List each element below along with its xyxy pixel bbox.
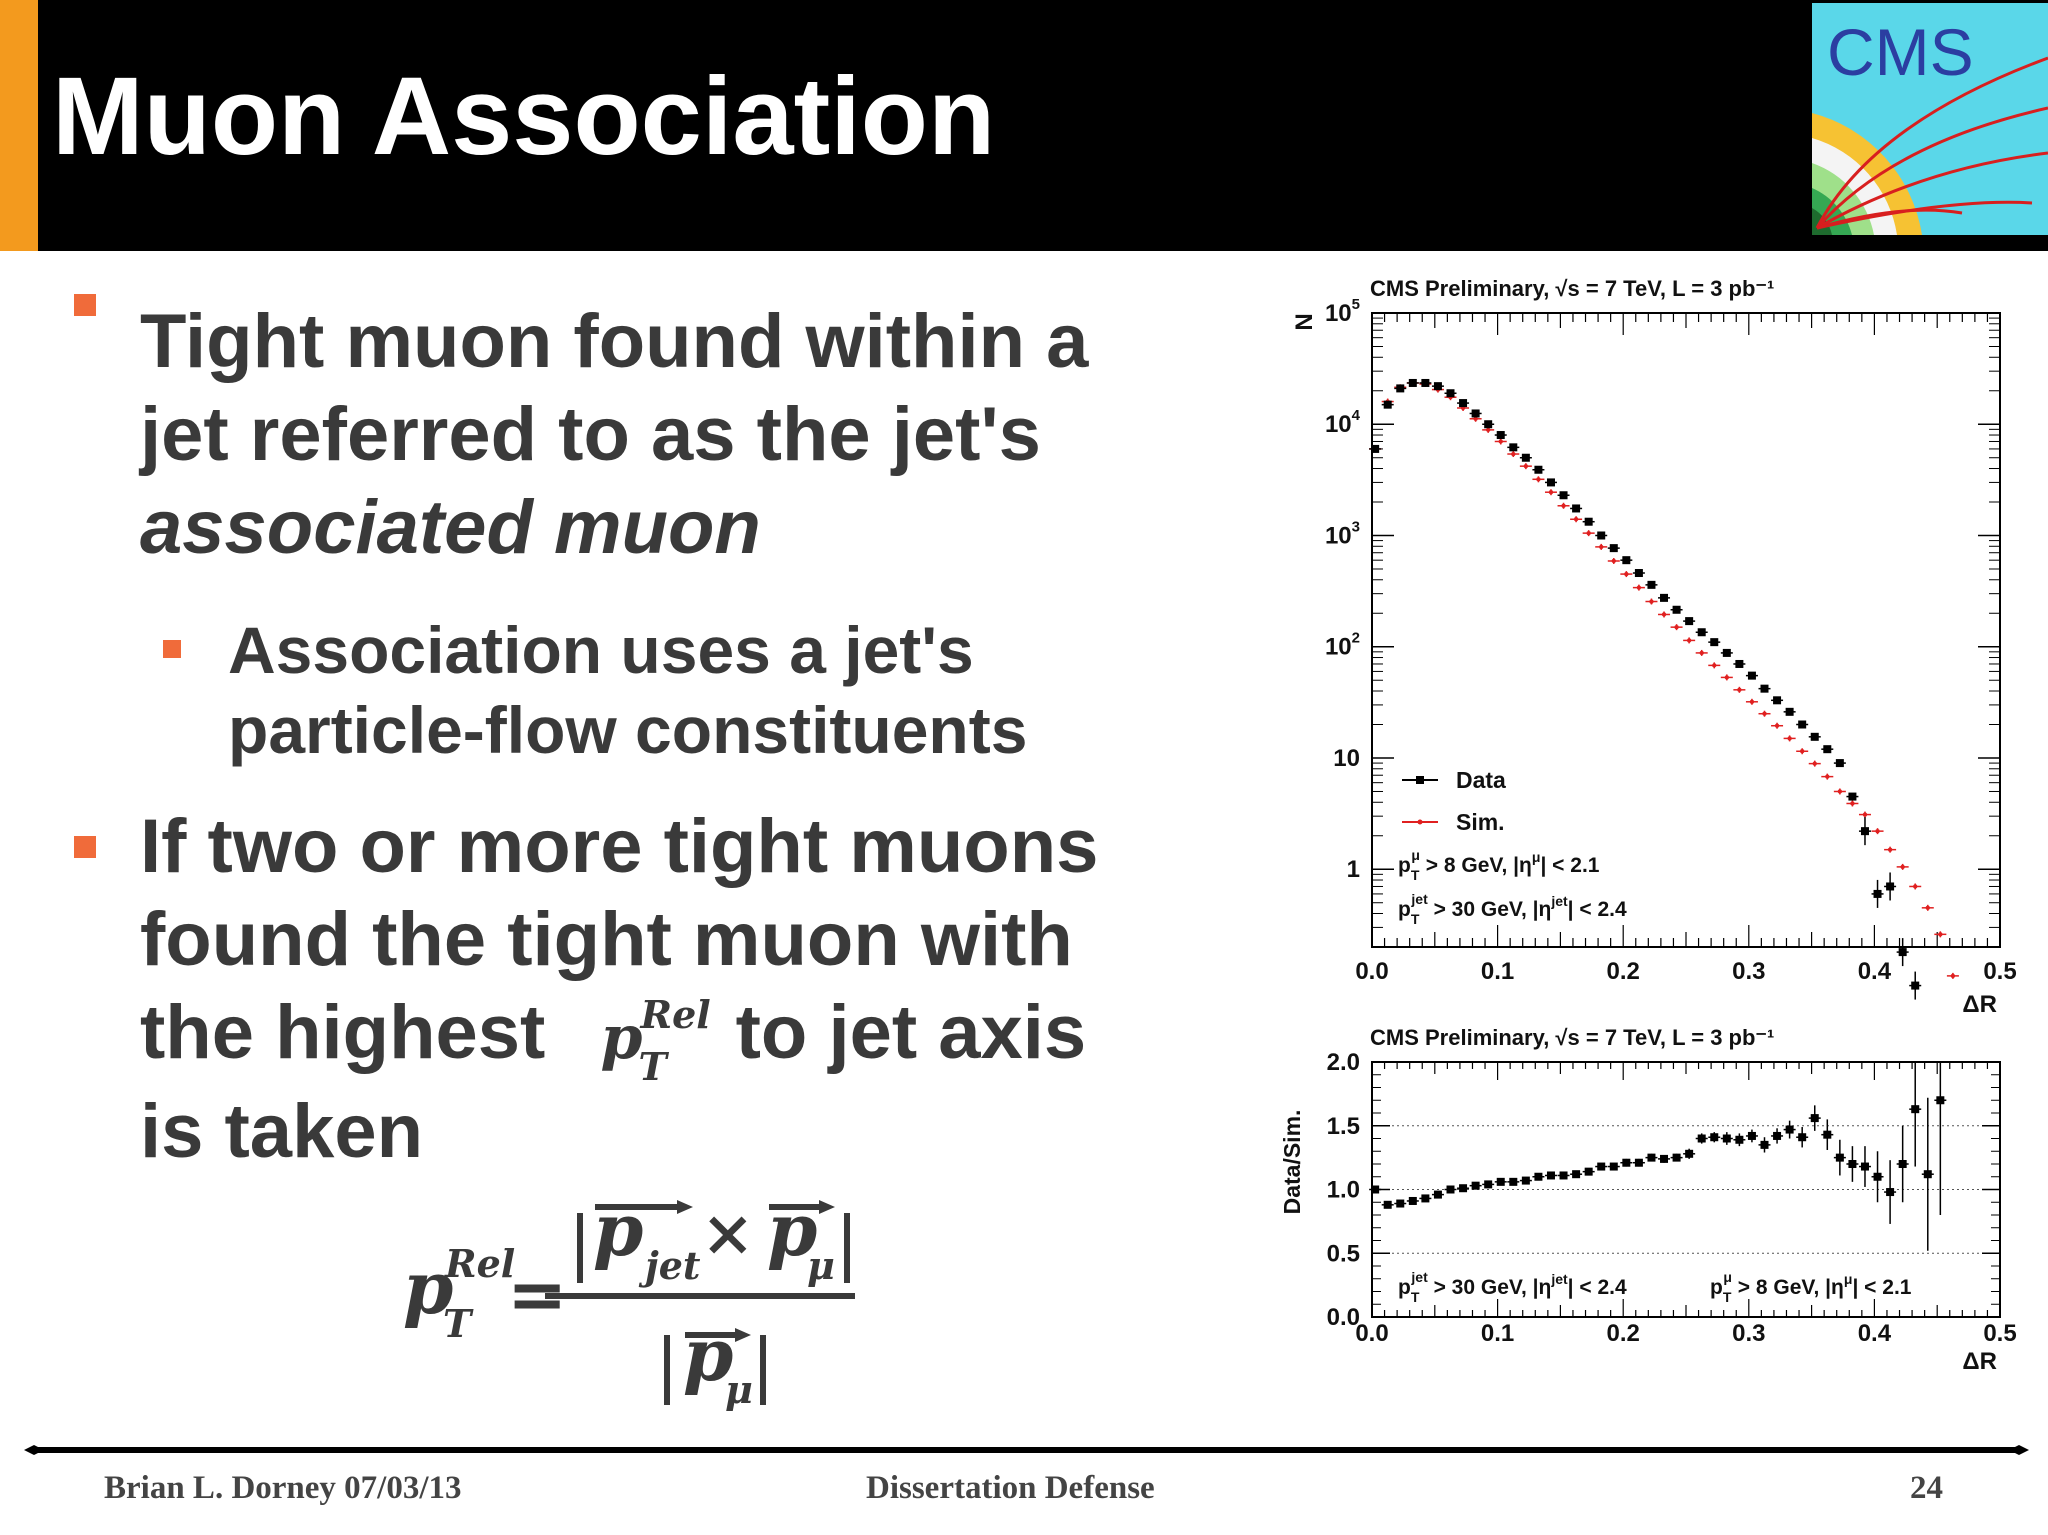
ratio-point (1560, 1171, 1568, 1179)
formula-lhs-p: p (403, 1245, 454, 1330)
sim-point (1536, 477, 1540, 481)
x-tick-label: 0.4 (1857, 958, 1892, 985)
sim-point (1662, 612, 1666, 616)
data-point (1911, 982, 1919, 990)
bullet-marker-1 (74, 294, 96, 316)
sim-point (1913, 884, 1917, 888)
data-point (1710, 638, 1718, 646)
ratio-y-tick-label: 0.5 (1326, 1240, 1360, 1268)
y-tick-label: $10^3$ (1324, 518, 1360, 550)
ratio-point (1371, 1186, 1379, 1194)
slide-title: Muon Association (52, 55, 996, 178)
footer-event: Dissertation Defense (866, 1470, 1155, 1506)
ratio-y-tick-label: 1.5 (1326, 1112, 1360, 1140)
sim-point (1524, 464, 1528, 468)
bullet-1-italic-term: associated muon (140, 485, 761, 570)
ratio-point (1647, 1154, 1655, 1162)
sim-point (1674, 625, 1678, 629)
data-point (1384, 401, 1392, 409)
sim-point (1599, 545, 1603, 549)
bullet-1-line-1: Tight muon found within a (140, 299, 1089, 384)
ratio-point (1748, 1132, 1756, 1140)
sim-point (1850, 801, 1854, 805)
plot-title: CMS Preliminary, √s = 7 TeV, L = 3 pb⁻¹ (1370, 276, 1775, 301)
ratio-point (1447, 1186, 1455, 1194)
data-point (1748, 672, 1756, 680)
x-tick-label: 0.5 (1983, 958, 2017, 985)
ratio-point (1409, 1197, 1417, 1205)
data-point (1547, 478, 1555, 486)
ptrel-formula (395, 1195, 875, 1415)
sim-point (1499, 439, 1503, 443)
y-tick-label: $10^4$ (1324, 407, 1360, 439)
ratio-point (1798, 1133, 1806, 1141)
data-point (1421, 379, 1429, 387)
sim-point (1725, 675, 1729, 679)
ratio-point (1384, 1201, 1392, 1209)
formula-lhs-sup: Rel (445, 1241, 516, 1286)
data-point (1534, 466, 1542, 474)
ratio-x-tick-label: 0.3 (1732, 1320, 1766, 1347)
ratio-cut-label-muon: $p_T\mu > 8$ GeV, $|\eta^\mu| < 2.1$ (1710, 1269, 1912, 1305)
ratio-point (1685, 1150, 1693, 1158)
legend-sim-label: Sim. (1456, 809, 1505, 835)
bullet-2-line-3-post: to jet axis (735, 990, 1087, 1075)
sim-point (1813, 761, 1817, 765)
data-point (1560, 491, 1568, 499)
sub-bullet (228, 610, 1178, 770)
legend-data-marker (1416, 776, 1424, 784)
ratio-point (1823, 1131, 1831, 1139)
sim-point (1574, 517, 1578, 521)
sim-point (1511, 452, 1515, 456)
sim-point (1863, 812, 1867, 816)
cut-label-muon: $p_T\mu > 8$ GeV, $|\eta^\mu| < 2.1$ (1398, 847, 1600, 883)
ratio-y-tick-label: 2.0 (1326, 1049, 1360, 1076)
sim-point (1712, 663, 1716, 667)
footer-page-number: 24 (1910, 1470, 1943, 1506)
legend-data-label: Data (1456, 767, 1506, 793)
ratio-point (1497, 1178, 1505, 1186)
ratio-point (1635, 1159, 1643, 1167)
ratio-point (1723, 1135, 1731, 1143)
ratio-point (1861, 1163, 1869, 1171)
data-point (1874, 890, 1882, 898)
bullet-2-line-2: found the tight muon with (140, 897, 1073, 982)
data-point (1509, 443, 1517, 451)
formula-lhs-sub: T (443, 1301, 472, 1346)
sim-point (1612, 559, 1616, 563)
ptrel-inline-symbol: p T Rel (600, 992, 711, 1089)
formula-num-p2: p (767, 1195, 818, 1272)
bullet-2 (140, 800, 1190, 1178)
ratio-point (1459, 1184, 1467, 1192)
ratio-point (1660, 1155, 1668, 1163)
footer-rule (24, 1445, 2029, 1455)
ratio-point (1773, 1132, 1781, 1140)
data-point (1735, 660, 1743, 668)
ratio-point (1786, 1126, 1794, 1134)
formula-num-sub1: jet (645, 1243, 701, 1288)
ratio-point (1848, 1160, 1856, 1168)
data-point (1861, 827, 1869, 835)
data-point (1811, 733, 1819, 741)
x-tick-label: 0.3 (1732, 958, 1766, 985)
sim-point (1762, 712, 1766, 716)
bullet-marker-2 (74, 836, 96, 858)
sim-point (1549, 490, 1553, 494)
sim-point (1561, 504, 1565, 508)
data-point (1434, 382, 1442, 390)
data-point (1761, 685, 1769, 693)
ratio-x-tick-label: 0.4 (1857, 1320, 1892, 1347)
bullet-2-line-1: If two or more tight muons (140, 804, 1099, 889)
ratio-point (1572, 1170, 1580, 1178)
sim-point (1687, 638, 1691, 642)
ratio-cut-label-jet: $p_Tjet > 30$ GeV, $|\eta^{jet}| < 2.4$ (1398, 1269, 1627, 1305)
ratio-point (1522, 1177, 1530, 1185)
bullet-1-line-2: jet referred to as the jet's (140, 392, 1041, 477)
data-point (1899, 948, 1907, 956)
sim-point (1900, 865, 1904, 869)
y-tick-label: 10 (1333, 744, 1360, 772)
data-point (1447, 389, 1455, 397)
cms-logo (1812, 3, 2048, 235)
ratio-point (1622, 1159, 1630, 1167)
formula-eq: = (507, 1251, 568, 1336)
data-point (1522, 454, 1530, 462)
data-point (1484, 420, 1492, 428)
ratio-point (1547, 1171, 1555, 1179)
data-point (1371, 445, 1379, 453)
ratio-point (1396, 1200, 1404, 1208)
ratio-point (1472, 1182, 1480, 1190)
footer-author-date: Brian L. Dorney 07/03/13 (104, 1470, 462, 1506)
sim-point (1800, 749, 1804, 753)
y-tick-label: 1 (1346, 856, 1360, 884)
formula-num-sub2: μ (807, 1243, 835, 1288)
ratio-point (1811, 1114, 1819, 1122)
data-point (1472, 409, 1480, 417)
data-point (1786, 708, 1794, 716)
ratio-point (1761, 1141, 1769, 1149)
ratio-title: CMS Preliminary, √s = 7 TeV, L = 3 pb⁻¹ (1370, 1025, 1775, 1050)
ratio-point (1698, 1135, 1706, 1143)
y-axis-label: N (1291, 313, 1318, 331)
data-point (1497, 431, 1505, 439)
ratio-point (1735, 1136, 1743, 1144)
sim-point (1951, 974, 1955, 978)
ratio-y-tick-label: 1.0 (1326, 1176, 1360, 1204)
ratio-point (1836, 1154, 1844, 1162)
ratio-point (1597, 1163, 1605, 1171)
data-point (1836, 759, 1844, 767)
y-tick-label: $10^5$ (1324, 296, 1360, 327)
ratio-x-tick-label: 0.0 (1355, 1320, 1389, 1347)
title-accent-bar (0, 0, 38, 251)
sim-point (1825, 774, 1829, 778)
ratio-point (1534, 1173, 1542, 1181)
sim-point (1750, 700, 1754, 704)
ratio-point (1911, 1105, 1919, 1113)
x-axis-label: ΔR (1962, 991, 1997, 1018)
sim-point (1926, 906, 1930, 910)
data-point (1848, 793, 1856, 801)
ratio-y-axis-label: Data/Sim. (1279, 1109, 1305, 1215)
data-point (1673, 606, 1681, 614)
ratio-point (1886, 1188, 1894, 1196)
sim-point (1938, 932, 1942, 936)
ratio-x-axis-label: ΔR (1962, 1348, 1997, 1375)
sim-point (1888, 847, 1892, 851)
legend-sim-marker (1418, 820, 1423, 825)
data-point (1773, 696, 1781, 704)
sim-point (1787, 736, 1791, 740)
bullet-2-line-4: is taken (140, 1089, 424, 1174)
ratio-point (1874, 1173, 1882, 1181)
ratio-point (1936, 1096, 1944, 1104)
cut-label-jet: $p_Tjet > 30$ GeV, $|\eta^{jet}| < 2.4$ (1398, 891, 1627, 927)
data-point (1685, 617, 1693, 625)
data-point (1698, 628, 1706, 636)
data-point (1597, 531, 1605, 539)
ratio-point (1710, 1133, 1718, 1141)
data-point (1585, 518, 1593, 526)
data-point (1459, 399, 1467, 407)
bullet-2-line-3-pre: the highest (140, 990, 546, 1075)
sim-point (1775, 724, 1779, 728)
data-point (1647, 581, 1655, 589)
data-point (1610, 544, 1618, 552)
bullet-1 (140, 295, 1190, 574)
plots-figure (1270, 262, 2020, 1382)
sim-point (1737, 688, 1741, 692)
ratio-x-tick-label: 0.5 (1983, 1320, 2017, 1347)
ratio-y-tick-label: 0.0 (1326, 1304, 1360, 1331)
bullet-2-line-3 (140, 986, 1190, 1089)
data-point (1396, 384, 1404, 392)
data-point (1823, 745, 1831, 753)
data-point (1886, 882, 1894, 890)
sim-point (1624, 572, 1628, 576)
data-point (1635, 569, 1643, 577)
formula-times: × (701, 1196, 755, 1271)
data-point (1723, 649, 1731, 657)
data-point (1622, 556, 1630, 564)
data-point (1409, 379, 1417, 387)
sim-point (1838, 789, 1842, 793)
ratio-point (1484, 1180, 1492, 1188)
formula-num-p1: p (593, 1195, 644, 1272)
x-tick-label: 0.1 (1480, 958, 1515, 985)
formula-den-sub: μ (725, 1367, 753, 1412)
y-tick-label: $10^2$ (1324, 629, 1360, 661)
data-point (1660, 594, 1668, 602)
x-tick-label: 0.0 (1355, 958, 1389, 985)
sub-bullet-line-2: particle-flow constituents (228, 693, 1028, 767)
sim-point (1637, 585, 1641, 589)
ratio-point (1924, 1170, 1932, 1178)
sim-point (1875, 829, 1879, 833)
ratio-point (1899, 1160, 1907, 1168)
sub-bullet-marker (163, 640, 181, 658)
ratio-point (1434, 1191, 1442, 1199)
ratio-x-tick-label: 0.2 (1606, 1320, 1640, 1347)
sim-point (1700, 651, 1704, 655)
ratio-point (1673, 1154, 1681, 1162)
sim-point (1649, 599, 1653, 603)
data-point (1572, 504, 1580, 512)
ratio-point (1585, 1168, 1593, 1176)
sim-point (1586, 531, 1590, 535)
sim-point (1486, 428, 1490, 432)
ratio-point (1610, 1163, 1618, 1171)
x-tick-label: 0.2 (1606, 958, 1640, 985)
ratio-point (1509, 1178, 1517, 1186)
data-point (1798, 721, 1806, 729)
ratio-x-tick-label: 0.1 (1480, 1320, 1515, 1347)
formula-den-p: p (683, 1312, 734, 1397)
cms-logo-text: CMS (1827, 15, 1974, 89)
sub-bullet-line-1: Association uses a jet's (228, 613, 974, 687)
ratio-point (1421, 1194, 1429, 1202)
